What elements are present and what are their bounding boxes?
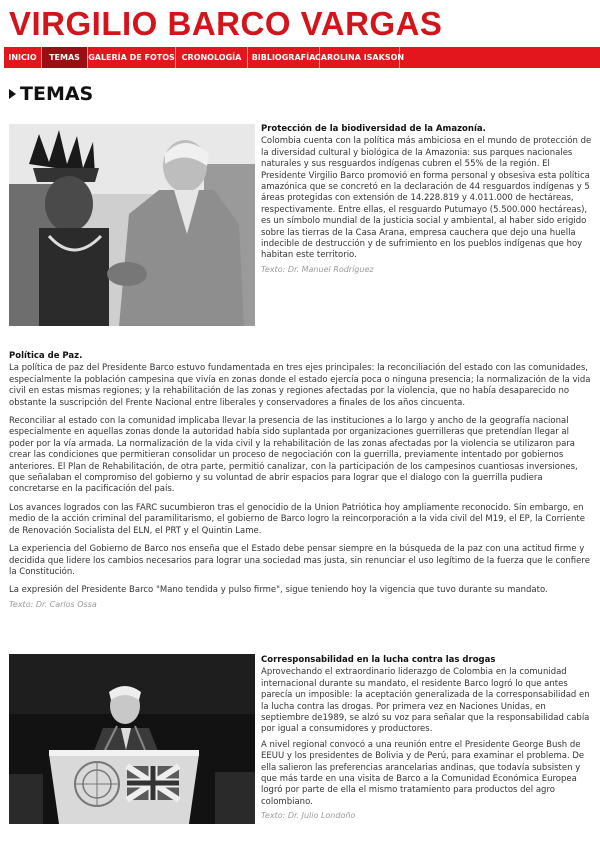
section-paz-paragraph-3: Los avances logrados con las FARC sucumbieron tras el genocidio de la Union Patriótica hoy ampliamente reconocido. Sin embargo, en medio de la acción criminal del paramilitarismo, el gobierno de Barco logro la reincorporación a la vida civil del M19, el EP, la Corriente de Renovación Socialista del ELN, el PRT y el Quintin Lame.	[9, 502, 585, 536]
section-amazonia-paragraph: Colombia cuenta con la política más ambiciosa en el mundo de protección de la diversidad cultural y biológica de la Amazonia: sus parques nacionales naturales y sus resguardos indígenas cubren el 55% de la región. El Presidente Virgilio Barco promovió en forma personal y obsesiva esta política amazónica que se concretó en la declaración de 44 resguardos indígenas y 5 áreas protegidas con extensión de 14.228.819 y 4.011.000 de hectáreas, respectivamente. Entre ellas, el resguardo Putumayo (5.500.000 hectáreas), es un símbolo mundial de la justicia social y ambiental, al haber sido erigido sobre las tierras de la Casa Arana, empresa cauchera que dejo una huella indecible de destrucción y de sufrimiento en los pueblos indígenas que hoy habitan este territorio.	[261, 136, 592, 261]
section-paz-paragraph-2: Reconciliar al estado con la comunidad implicaba llevar la presencia de las instituciones a lo largo y ancho de la geografía nacional especialmente en aquellas zonas donde la autoridad había sido suplantada por organizaciones guerrilleras que pretendían llegar al poder por la vía armada. La normalización de la vida civil y la rehabilitación de las zonas afectadas por la violencia se utilizaron para crear las condiciones que permitieran consolidar un proceso de negociación con la guerrilla, previamente intentado por gobiernos anteriores. El Plan de Rehabilitación, de otra parte, permitió canalizar, con la participación de los campesinos cuantiosas inversiones, que señalaban el compromiso del gobierno y su voluntad de abrir espacios para lograr que el dialogo con la guerrilla pudiera concretarse en la pacificación del país.	[9, 416, 578, 495]
photo-amazon-meeting	[9, 124, 255, 326]
section-amazonia-credit: Texto: Dr. Manuel Rodríguez	[261, 264, 374, 274]
section-paz-paragraph-5: La expresión del Presidente Barco "Mano tendida y pulso firme", sigue teniendo hoy la vigencia que tuvo durante su mandato.	[9, 585, 548, 596]
section-paz-title: Política de Paz.	[9, 351, 83, 361]
main-nav	[4, 47, 600, 68]
page-heading-text: TEMAS	[20, 83, 94, 105]
section-amazonia	[261, 124, 593, 275]
nav-temas[interactable]: TEMAS	[42, 47, 88, 68]
site-title[interactable]: VIRGILIO BARCO VARGAS	[9, 5, 443, 42]
page-heading	[9, 83, 93, 105]
nav-inicio[interactable]: INICIO	[4, 47, 42, 68]
section-paz-credit: Texto: Dr. Carlos Ossa	[9, 599, 97, 609]
triangle-bullet-icon	[9, 89, 16, 99]
section-paz	[9, 351, 593, 610]
section-paz-paragraph-4: La experiencia del Gobierno de Barco nos enseña que el Estado debe pensar siempre en la búsqueda de la paz con una actitud firme y decidida que lidere los cambios necesarios para lograr una sociedad mas justa, sin renunciar el uso legítimo de la fuerza que le confiere la Constitución.	[9, 544, 590, 577]
nav-bibliografia[interactable]: BIBLIOGRAFÍA	[248, 47, 320, 68]
section-drogas	[261, 655, 593, 821]
nav-carolina-isakson[interactable]: CAROLINA ISAKSON	[320, 47, 400, 68]
nav-galeria-de-fotos[interactable]: GALERÍA DE FOTOS	[88, 47, 176, 68]
section-drogas-paragraph-1: Aprovechando el extraordinario liderazgo de Colombia en la comunidad internacional durante su mandato, el residente Barco logró lo que antes parecía un imposible: la aceptación generalizada de la corresponsabilidad en la lucha contra las drogas. Por primera vez en Naciones Unidas, en septiembre de1989, se alzó su voz para señalar que la responsabilidad cabía por igual a consumidores y productores.	[261, 667, 590, 735]
photo-un-speech	[9, 654, 255, 824]
section-amazonia-title: Protección de la biodiversidad de la Amazonía.	[261, 124, 486, 134]
section-paz-paragraph-1: La política de paz del Presidente Barco estuvo fundamentada en tres ejes principales: la reconciliación del estado con las comunidades, especialmente la población campesina que vivía en zonas donde el estado ejercía poca o ninguna presencia; la normalización de la vida civil en estas mismas regiones; y la rehabilitación de las zonas y regiones afectadas por la violencia, que no había desaparecido no obstante la suscripción del Frente Nacional entre liberales y conservadores a finales de los años cincuenta.	[9, 363, 591, 408]
section-drogas-paragraph-2: A nivel regional convocó a una reunión entre el Presidente George Bush de EEUU y los presidentes de Bolivia y de Perú, para examinar el problema. De ella salieron las preferencias arancelarias andinas, que todavía subsisten y que más tarde en una visita de Barco a la Comunidad Económica Europea logró por parte de ella el mismo tratamiento para productos del agro colombiano.	[261, 739, 585, 807]
section-drogas-credit: Texto: Dr. Julio Londoño	[261, 811, 356, 821]
section-drogas-title: Corresponsabilidad en la lucha contra las drogas	[261, 655, 496, 665]
nav-cronologia[interactable]: CRONOLOGÍA	[176, 47, 248, 68]
